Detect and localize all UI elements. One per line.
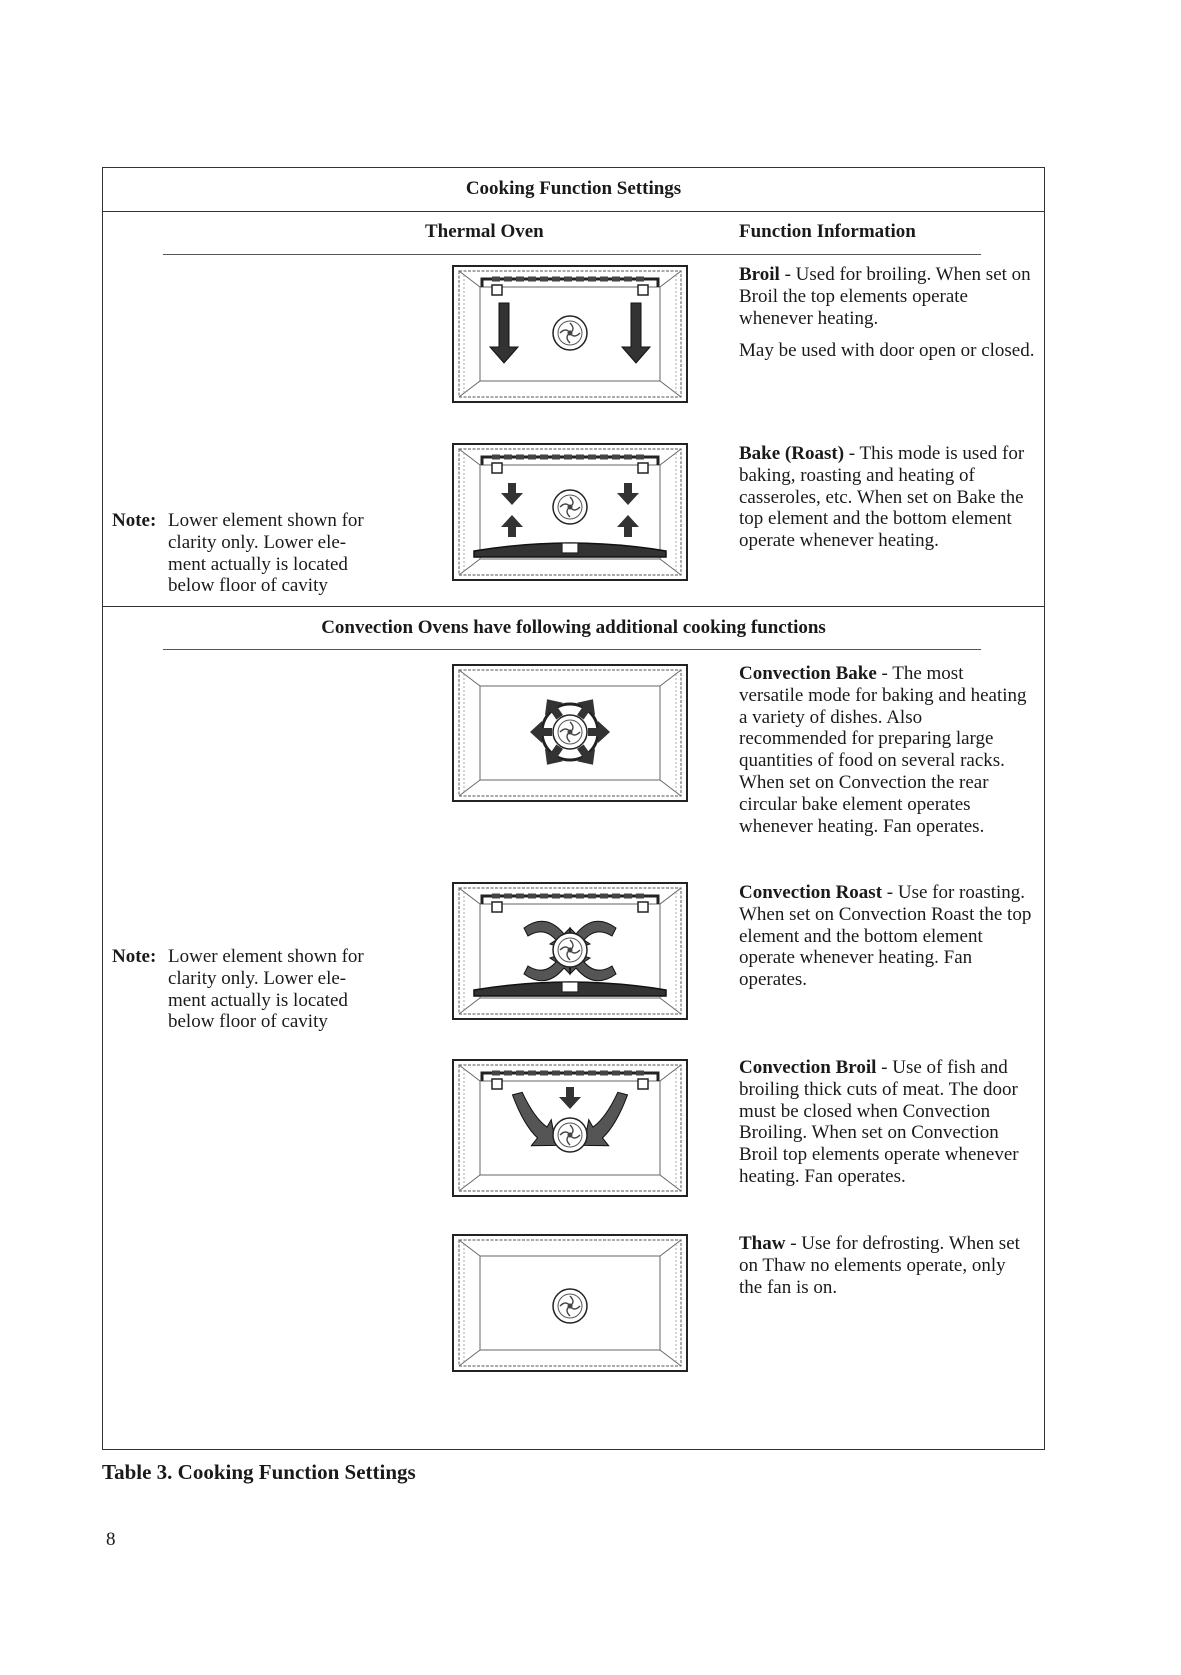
convection-broil-description bbox=[739, 1057, 1029, 1199]
convection-bake-description bbox=[739, 663, 1029, 848]
convection-broil-text: - Use of fish and broiling thick cuts of meat. The door must be closed when Convection Broiling. When set on Convection Broil top elements operate whenever heating. Fan operates. bbox=[739, 1057, 1019, 1187]
convection-roast-description bbox=[739, 882, 1039, 1002]
note-label: Note: bbox=[112, 510, 157, 531]
bake-description bbox=[739, 443, 1029, 563]
broil-extra: May be used with door open or closed. bbox=[739, 340, 1035, 362]
note-label: Note: bbox=[112, 946, 157, 967]
header-underline bbox=[163, 254, 981, 255]
broil-name: Broil bbox=[739, 264, 780, 285]
convection-roast-diagram bbox=[452, 882, 688, 1020]
convection-bake-diagram bbox=[452, 664, 688, 802]
table-title: Cooking Function Settings bbox=[465, 178, 682, 199]
convection-bake-text: - The most versatile mode for baking and heating a variety of dishes. Also recommended for preparing large quantities of food on several racks. When set on Convection the rear circular bake element operates whenever heating. Fan operates. bbox=[739, 663, 1027, 837]
bake-text: - This mode is used for baking, roasting and heating of casseroles, etc. When set on Bake the top element and the bottom element operate whenever heating. bbox=[739, 443, 1025, 552]
convection-header: Convection Ovens have following additional cooking functions bbox=[321, 617, 826, 638]
broil-text: - Used for broiling. When set on Broil the top elements operate whenever heating. bbox=[739, 264, 1031, 329]
convection-broil-name: Convection Broil bbox=[739, 1057, 877, 1078]
table-divider bbox=[102, 211, 1045, 212]
thaw-text: - Use for defrosting. When set on Thaw no elements operate, only the fan is on. bbox=[739, 1233, 1020, 1298]
thaw-diagram bbox=[452, 1234, 688, 1372]
function-information-header: Function Information bbox=[739, 221, 916, 242]
thermal-oven-header: Thermal Oven bbox=[425, 221, 544, 242]
bake-diagram bbox=[452, 443, 688, 581]
broil-description bbox=[739, 264, 1039, 373]
thaw-description bbox=[739, 1233, 1029, 1309]
convection-bake-name: Convection Bake bbox=[739, 663, 877, 684]
thaw-name: Thaw bbox=[739, 1233, 786, 1254]
table-caption: Table 3. Cooking Function Settings bbox=[102, 1460, 416, 1484]
convection-broil-diagram bbox=[452, 1059, 688, 1197]
page-number: 8 bbox=[106, 1529, 116, 1550]
note-text: Lower element shown for clarity only. Lower ele- ment actually is located below floor of cavity bbox=[168, 946, 364, 1033]
note-text: Lower element shown for clarity only. Lower ele- ment actually is located below floor of cavity bbox=[168, 510, 364, 597]
section-divider bbox=[102, 606, 1045, 607]
convection-underline bbox=[163, 649, 981, 650]
convection-roast-text: - Use for roasting. When set on Convection Roast the top element and the bottom element operate whenever heating. Fan operates. bbox=[739, 882, 1032, 991]
bake-name: Bake (Roast) bbox=[739, 443, 845, 464]
broil-diagram bbox=[452, 265, 688, 403]
convection-roast-name: Convection Roast bbox=[739, 882, 883, 903]
